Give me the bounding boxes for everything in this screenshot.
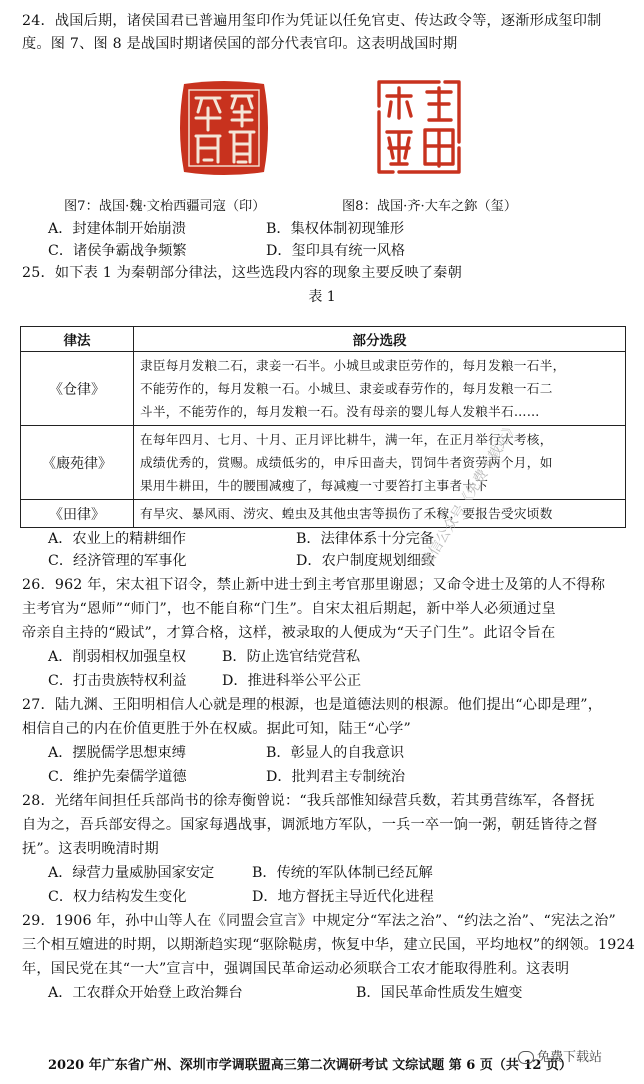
q24-option-a[interactable]: A．封建体制开始崩溃 [48, 221, 186, 237]
seal-qi-image [367, 74, 469, 180]
fig8-caption: 图8：战国·齐·大车之鉨（玺） [342, 199, 518, 214]
q27-stem-line1: 27．陆九渊、王阳明相信人心就是理的根源，也是道德法则的根源。他们提出“心即是理”， [22, 697, 603, 713]
q25-option-c[interactable]: C．经济管理的军事化 [48, 553, 187, 569]
row-law-name: 《仓律》 [21, 352, 134, 426]
table-row [21, 500, 626, 528]
q27-stem-line2: 相信自己的内在价值更胜于外在权威。据此可知，陆王“心学” [22, 721, 411, 737]
excerpt-line: 成绩优秀的，赏赐。成绩低劣的，申斥田啬夫，罚饲牛者资劳两个月，如 [140, 455, 553, 470]
table-title: 表 1 [308, 289, 336, 305]
q24-option-b[interactable]: B．集权体制初现雏形 [266, 221, 405, 237]
q25-option-a[interactable]: A．农业上的精耕细作 [48, 531, 186, 547]
q27-option-c[interactable]: C．维护先秦儒学道德 [48, 769, 187, 785]
excerpt-line: 有旱灾、暴风雨、涝灾、蝗虫及其他虫害等损伤了禾稼，要报告受灾顷数 [140, 506, 553, 521]
q28-stem-line3: 抚”。这表明晚清时期 [22, 841, 159, 857]
q25-option-b[interactable]: B．法律体系十分完备 [296, 531, 435, 547]
table-header-law: 律法 [21, 327, 134, 352]
q29-stem-line3: 年，国民党在其“一大”宣言中，强调国民革命运动必须联合工农才能取得胜利。这表明 [22, 961, 570, 977]
excerpt-line: 在每年四月、七月、十月、正月评比耕牛，满一年，在正月举行大考核， [140, 432, 553, 447]
wechat-badge-label: 免费下载站 [537, 1050, 603, 1065]
q26-stem-line3: 帝亲自主持的“殿试”，才算合格，这样，被录取的人便成为“天子门生”。此诏令旨在 [22, 625, 556, 641]
q26-option-d[interactable]: D．推进科举公平公正 [222, 673, 362, 689]
q27-option-a[interactable]: A．摆脱儒学思想束缚 [48, 745, 186, 761]
seal-wei-image [176, 78, 272, 178]
q27-option-b[interactable]: B．彰显人的自我意识 [266, 745, 405, 761]
q29-option-a[interactable]: A．工农群众开始登上政治舞台 [48, 985, 243, 1001]
table-row [21, 352, 626, 426]
q28-stem-line1: 28．光绪年间担任兵部尚书的徐寿衡曾说：“我兵部惟知绿营兵数，若其勇营练军，各督抚 [22, 793, 595, 809]
q29-stem-line1: 29．1906 年，孙中山等人在《同盟会宣言》中规定分“军法之治”、“约法之治”、“宪法之治” [22, 913, 616, 929]
page-footer: 2020 年广东省广州、深圳市学调联盟高三第二次调研考试 文综试题 第 6 页（共 12 页） [48, 1058, 572, 1073]
q27-option-d[interactable]: D．批判君主专制统治 [266, 769, 406, 785]
row-law-excerpt [134, 500, 626, 528]
q26-option-a[interactable]: A．削弱相权加强皇权 [48, 649, 186, 665]
q28-option-c[interactable]: C．权力结构发生变化 [48, 889, 187, 905]
q24-stem-line2: 度。图 7、图 8 是战国时期诸侯国的部分代表官印。这表明战国时期 [22, 36, 458, 52]
wechat-icon [518, 1051, 534, 1064]
excerpt-line: 隶臣每月发粮二石，隶妾一石半。小城旦或隶臣劳作的，每月发粮一石半， [140, 358, 566, 373]
row-law-excerpt [134, 352, 626, 426]
wechat-badge [518, 1046, 602, 1065]
q28-option-b[interactable]: B．传统的军队体制已经瓦解 [252, 865, 433, 881]
q26-stem-line1: 26．962 年，宋太祖下诏令，禁止新中进士到主考官那里谢恩；又命令进士及第的人不得称 [22, 577, 606, 593]
excerpt-line: 不能劳作的，每月发粮一石。小城旦、隶妾或春劳作的，每月发粮一石二 [140, 381, 553, 396]
q28-option-a[interactable]: A．绿营力量威胁国家安定 [48, 865, 215, 881]
table-header-excerpt: 部分选段 [134, 327, 626, 352]
q24-stem-line1: 24．战国后期，诸侯国君已普遍用玺印作为凭证以任免官吏、传达政令等，逐渐形成玺印制 [22, 13, 602, 29]
watermark-text: 微信公众号《免费下载站》 [418, 419, 522, 571]
q25-stem: 25．如下表 1 为秦朝部分律法，这些选段内容的现象主要反映了秦朝 [22, 265, 462, 281]
q29-stem-line2: 三个相互嬗进的时期，以期渐趋实现“驱除鞑虏，恢复中华，建立民国，平均地权”的纲领。1924 [22, 937, 635, 953]
excerpt-line: 斗半，不能劳作的，每月发粮一石。没有母亲的婴儿每人发粮半石…… [140, 404, 540, 419]
q25-option-d[interactable]: D．农户制度规划细致 [296, 553, 436, 569]
row-law-name: 《田律》 [21, 500, 134, 528]
row-law-excerpt [134, 426, 626, 500]
q24-option-c[interactable]: C．诸侯争霸战争频繁 [48, 243, 187, 259]
q28-stem-line2: 自为之，吾兵部安得之。国家每遇战事，调派地方军队，一兵一卒一饷一粥，朝廷皆待之督 [22, 817, 598, 833]
excerpt-line: 果用牛耕田，牛的腰围减瘦了，每减瘦一寸要笞打主事者十下 [140, 478, 489, 493]
table-row [21, 426, 626, 500]
row-law-name: 《廄苑律》 [21, 426, 134, 500]
q26-option-c[interactable]: C．打击贵族特权利益 [48, 673, 187, 689]
q26-stem-line2: 主考官为“恩师”“师门”，也不能自称“门生”。自宋太祖后期起，新中举人必须通过皇 [22, 601, 556, 617]
q28-option-d[interactable]: D．地方督抚主导近代化进程 [252, 889, 434, 905]
q26-option-b[interactable]: B．防止选官结党营私 [222, 649, 361, 665]
q24-option-d[interactable]: D．玺印具有统一风格 [266, 243, 406, 259]
fig7-caption: 图7：战国·魏·文枱西疆司寇（印） [64, 199, 266, 214]
law-table [20, 326, 626, 528]
q29-option-b[interactable]: B．国民革命性质发生嬗变 [356, 985, 523, 1001]
